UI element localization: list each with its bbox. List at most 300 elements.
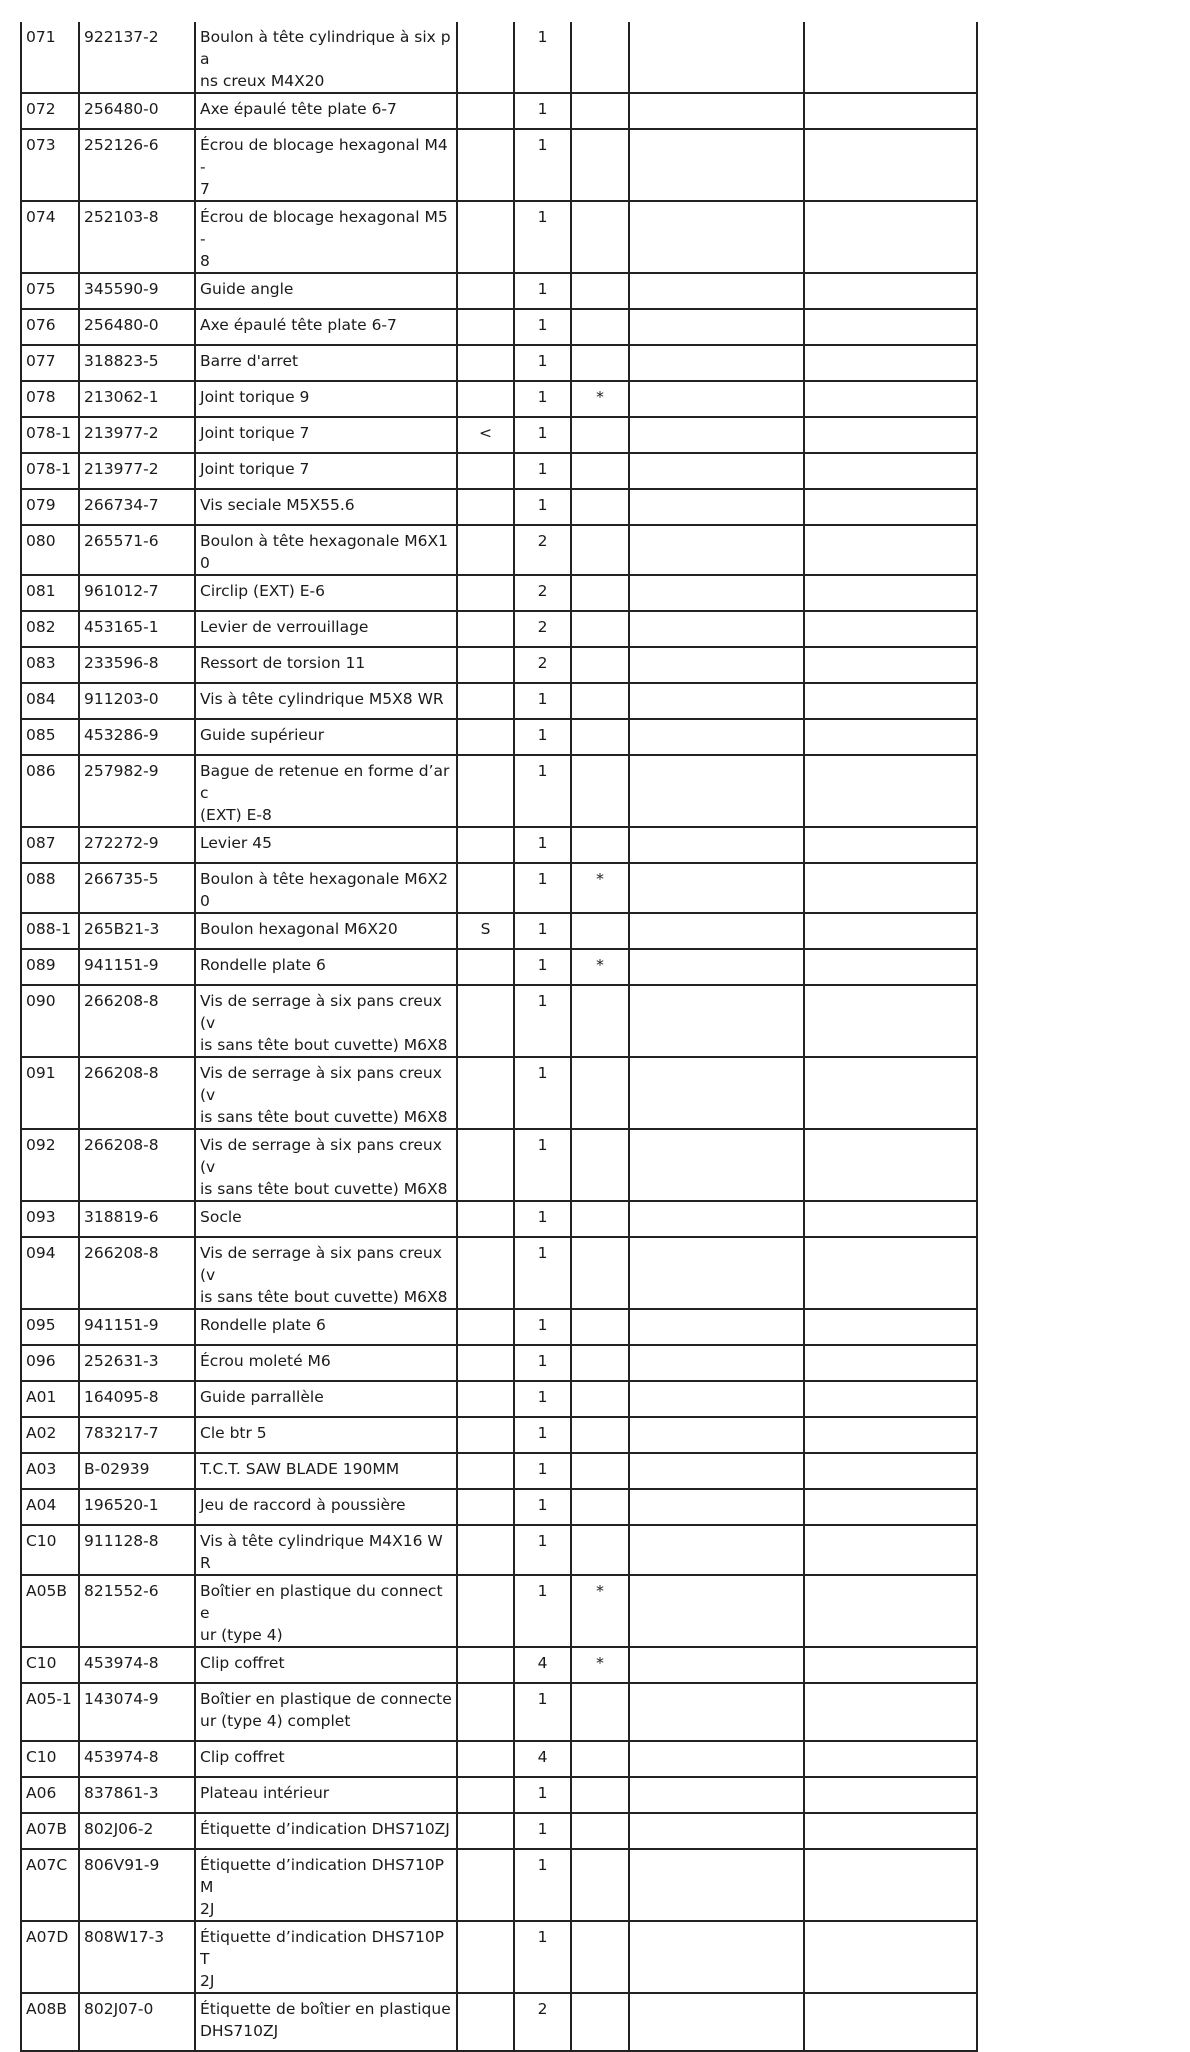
quantity-cell: 1: [514, 201, 571, 273]
description-cell: [195, 1575, 457, 1647]
mark-cell: [571, 827, 629, 863]
empty-cell: [629, 489, 804, 525]
quantity-cell: 1: [514, 93, 571, 129]
description-line: Étiquette d’indication DHS710PT: [200, 1928, 445, 1968]
item-index-cell: 085: [21, 719, 79, 755]
part-number-cell: 802J07-0: [79, 1993, 195, 2051]
empty-cell: [804, 1129, 977, 1201]
quantity-cell: 1: [514, 1489, 571, 1525]
quantity-cell: 1: [514, 1345, 571, 1381]
description-cell: [195, 22, 457, 93]
empty-cell: [804, 1647, 977, 1683]
part-number-cell: 318823-5: [79, 345, 195, 381]
description-cell: [195, 1453, 457, 1489]
note-cell: [457, 273, 514, 309]
item-index-cell: 074: [21, 201, 79, 273]
description-cell: [195, 1381, 457, 1417]
empty-cell: [629, 1129, 804, 1201]
empty-cell: [629, 453, 804, 489]
item-index-cell: 078: [21, 381, 79, 417]
item-index-cell: C10: [21, 1647, 79, 1683]
empty-cell: [629, 913, 804, 949]
quantity-cell: 1: [514, 309, 571, 345]
empty-cell: [629, 1525, 804, 1575]
quantity-cell: 4: [514, 1647, 571, 1683]
item-index-cell: 089: [21, 949, 79, 985]
part-number-cell: 266735-5: [79, 863, 195, 913]
quantity-cell: 1: [514, 1381, 571, 1417]
item-index-cell: A07B: [21, 1813, 79, 1849]
empty-cell: [804, 1309, 977, 1345]
description-cell: [195, 1647, 457, 1683]
part-number-cell: 266208-8: [79, 985, 195, 1057]
table-row: [21, 647, 977, 683]
empty-cell: [804, 525, 977, 575]
item-index-cell: A06: [21, 1777, 79, 1813]
empty-cell: [804, 22, 977, 93]
part-number-cell: B-02939: [79, 1453, 195, 1489]
mark-cell: [571, 525, 629, 575]
description-line: Écrou de blocage hexagonal M4-: [200, 136, 448, 176]
item-index-cell: 093: [21, 1201, 79, 1237]
empty-cell: [629, 719, 804, 755]
description-line: Ressort de torsion 11: [200, 654, 366, 672]
description-line: Vis de serrage à six pans creux (v: [200, 1136, 442, 1176]
empty-cell: [629, 1453, 804, 1489]
empty-cell: [629, 755, 804, 827]
note-cell: [457, 345, 514, 381]
quantity-cell: 1: [514, 417, 571, 453]
mark-cell: [571, 201, 629, 273]
empty-cell: [629, 309, 804, 345]
empty-cell: [629, 1813, 804, 1849]
table-row: [21, 1813, 977, 1849]
note-cell: [457, 201, 514, 273]
quantity-cell: 1: [514, 949, 571, 985]
part-number-cell: 266734-7: [79, 489, 195, 525]
empty-cell: [804, 1849, 977, 1921]
table-row: [21, 985, 977, 1057]
part-number-cell: 257982-9: [79, 755, 195, 827]
table-row: [21, 273, 977, 309]
item-index-cell: 087: [21, 827, 79, 863]
note-cell: [457, 985, 514, 1057]
empty-cell: [804, 755, 977, 827]
quantity-cell: 1: [514, 913, 571, 949]
empty-cell: [629, 1345, 804, 1381]
item-index-cell: A04: [21, 1489, 79, 1525]
item-index-cell: 078-1: [21, 417, 79, 453]
empty-cell: [804, 201, 977, 273]
note-cell: [457, 719, 514, 755]
mark-cell: [571, 1777, 629, 1813]
empty-cell: [629, 1647, 804, 1683]
note-cell: [457, 1309, 514, 1345]
note-cell: <: [457, 417, 514, 453]
description-cell: [195, 417, 457, 453]
empty-cell: [629, 1683, 804, 1741]
note-cell: [457, 1575, 514, 1647]
table-row: [21, 381, 977, 417]
table-row: [21, 611, 977, 647]
table-row: [21, 863, 977, 913]
note-cell: [457, 93, 514, 129]
quantity-cell: 2: [514, 647, 571, 683]
item-index-cell: A05B: [21, 1575, 79, 1647]
description-line: Clip coffret: [200, 1748, 285, 1766]
table-row: [21, 1309, 977, 1345]
table-row: [21, 417, 977, 453]
empty-cell: [804, 129, 977, 201]
quantity-cell: 1: [514, 719, 571, 755]
item-index-cell: C10: [21, 1741, 79, 1777]
quantity-cell: 1: [514, 381, 571, 417]
empty-cell: [629, 1993, 804, 2051]
empty-cell: [629, 1417, 804, 1453]
empty-cell: [629, 827, 804, 863]
description-line: Rondelle plate 6: [200, 956, 326, 974]
description-line: Boulon hexagonal M6X20: [200, 920, 398, 938]
empty-cell: [804, 345, 977, 381]
part-number-cell: 196520-1: [79, 1489, 195, 1525]
empty-cell: [804, 611, 977, 647]
description-line: Boîtier en plastique du connecte: [200, 1582, 443, 1622]
mark-cell: *: [571, 949, 629, 985]
mark-cell: [571, 93, 629, 129]
item-index-cell: C10: [21, 1525, 79, 1575]
note-cell: [457, 949, 514, 985]
table-row: [21, 1849, 977, 1921]
part-number-cell: 265B21-3: [79, 913, 195, 949]
description-line: Vis seciale M5X55.6: [200, 496, 355, 514]
description-line: Vis à tête cylindrique M4X16 WR: [200, 1532, 443, 1572]
note-cell: [457, 525, 514, 575]
part-number-cell: 783217-7: [79, 1417, 195, 1453]
item-index-cell: 092: [21, 1129, 79, 1201]
quantity-cell: 1: [514, 453, 571, 489]
description-line: is sans tête bout cuvette) M6X8: [200, 1180, 448, 1198]
empty-cell: [804, 381, 977, 417]
empty-cell: [804, 1575, 977, 1647]
description-line: ur (type 4) complet: [200, 1712, 351, 1730]
table-row: [21, 129, 977, 201]
note-cell: [457, 683, 514, 719]
quantity-cell: 1: [514, 1417, 571, 1453]
part-number-cell: 318819-6: [79, 1201, 195, 1237]
part-number-cell: 345590-9: [79, 273, 195, 309]
description-cell: [195, 827, 457, 863]
description-line: is sans tête bout cuvette) M6X8: [200, 1108, 448, 1126]
mark-cell: [571, 913, 629, 949]
mark-cell: [571, 489, 629, 525]
item-index-cell: 073: [21, 129, 79, 201]
description-line: Axe épaulé tête plate 6-7: [200, 316, 397, 334]
quantity-cell: 1: [514, 345, 571, 381]
item-index-cell: 090: [21, 985, 79, 1057]
description-line: is sans tête bout cuvette) M6X8: [200, 1288, 448, 1306]
note-cell: [457, 309, 514, 345]
empty-cell: [804, 417, 977, 453]
table-row: [21, 913, 977, 949]
part-number-cell: 922137-2: [79, 22, 195, 93]
empty-cell: [804, 647, 977, 683]
table-row: [21, 755, 977, 827]
description-line: Boulon à tête hexagonale M6X20: [200, 870, 448, 910]
mark-cell: [571, 755, 629, 827]
quantity-cell: 4: [514, 1741, 571, 1777]
description-line: Clip coffret: [200, 1654, 285, 1672]
description-line: Vis à tête cylindrique M5X8 WR: [200, 690, 444, 708]
parts-table-body: [21, 22, 977, 2051]
item-index-cell: 095: [21, 1309, 79, 1345]
description-cell: [195, 1777, 457, 1813]
table-row: [21, 1453, 977, 1489]
description-line: Jeu de raccord à poussière: [200, 1496, 406, 1514]
description-cell: [195, 985, 457, 1057]
empty-cell: [804, 1417, 977, 1453]
item-index-cell: 071: [21, 22, 79, 93]
description-line: Étiquette de boîtier en plastique: [200, 2000, 451, 2018]
quantity-cell: 2: [514, 525, 571, 575]
description-cell: [195, 1849, 457, 1921]
description-line: Cle btr 5: [200, 1424, 267, 1442]
empty-cell: [804, 1921, 977, 1993]
table-row: [21, 575, 977, 611]
quantity-cell: 1: [514, 273, 571, 309]
part-number-cell: 941151-9: [79, 1309, 195, 1345]
mark-cell: [571, 719, 629, 755]
part-number-cell: 266208-8: [79, 1129, 195, 1201]
empty-cell: [629, 575, 804, 611]
item-index-cell: 086: [21, 755, 79, 827]
empty-cell: [804, 719, 977, 755]
description-line: Guide angle: [200, 280, 294, 298]
quantity-cell: 1: [514, 1057, 571, 1129]
description-line: Levier 45: [200, 834, 272, 852]
description-line: Rondelle plate 6: [200, 1316, 326, 1334]
empty-cell: [804, 863, 977, 913]
empty-cell: [629, 1575, 804, 1647]
description-cell: [195, 863, 457, 913]
quantity-cell: 1: [514, 22, 571, 93]
mark-cell: [571, 575, 629, 611]
empty-cell: [629, 647, 804, 683]
note-cell: [457, 1489, 514, 1525]
table-row: [21, 1381, 977, 1417]
description-cell: [195, 611, 457, 647]
mark-cell: [571, 1849, 629, 1921]
description-line: Circlip (EXT) E-6: [200, 582, 325, 600]
part-number-cell: 164095-8: [79, 1381, 195, 1417]
part-number-cell: 233596-8: [79, 647, 195, 683]
note-cell: [457, 489, 514, 525]
description-line: (EXT) E-8: [200, 806, 272, 824]
part-number-cell: 453286-9: [79, 719, 195, 755]
item-index-cell: A02: [21, 1417, 79, 1453]
description-cell: [195, 913, 457, 949]
mark-cell: *: [571, 1647, 629, 1683]
empty-cell: [629, 93, 804, 129]
part-number-cell: 265571-6: [79, 525, 195, 575]
part-number-cell: 252126-6: [79, 129, 195, 201]
empty-cell: [629, 1849, 804, 1921]
item-index-cell: 072: [21, 93, 79, 129]
description-line: Écrou moleté M6: [200, 1352, 331, 1370]
table-row: [21, 1575, 977, 1647]
mark-cell: *: [571, 1575, 629, 1647]
part-number-cell: 252103-8: [79, 201, 195, 273]
table-row: [21, 1345, 977, 1381]
mark-cell: [571, 647, 629, 683]
empty-cell: [804, 985, 977, 1057]
description-line: Guide parrallèle: [200, 1388, 324, 1406]
empty-cell: [804, 1381, 977, 1417]
empty-cell: [629, 1489, 804, 1525]
description-line: Étiquette d’indication DHS710ZJ: [200, 1820, 450, 1838]
mark-cell: [571, 129, 629, 201]
description-line: Joint torique 7: [200, 460, 310, 478]
mark-cell: [571, 1993, 629, 2051]
mark-cell: [571, 1453, 629, 1489]
quantity-cell: 1: [514, 1453, 571, 1489]
note-cell: [457, 1647, 514, 1683]
note-cell: [457, 1201, 514, 1237]
mark-cell: [571, 417, 629, 453]
note-cell: [457, 1813, 514, 1849]
table-row: [21, 1129, 977, 1201]
quantity-cell: 1: [514, 489, 571, 525]
quantity-cell: 1: [514, 1813, 571, 1849]
empty-cell: [629, 1309, 804, 1345]
empty-cell: [629, 22, 804, 93]
description-cell: [195, 1057, 457, 1129]
empty-cell: [629, 345, 804, 381]
description-cell: [195, 309, 457, 345]
empty-cell: [804, 1525, 977, 1575]
empty-cell: [804, 273, 977, 309]
item-index-cell: 081: [21, 575, 79, 611]
table-row: [21, 1489, 977, 1525]
description-line: Étiquette d’indication DHS710PM: [200, 1856, 445, 1896]
item-index-cell: 094: [21, 1237, 79, 1309]
description-cell: [195, 1921, 457, 1993]
mark-cell: [571, 1489, 629, 1525]
empty-cell: [804, 1741, 977, 1777]
note-cell: [457, 1417, 514, 1453]
quantity-cell: 1: [514, 985, 571, 1057]
empty-cell: [804, 1345, 977, 1381]
description-cell: [195, 1417, 457, 1453]
mark-cell: [571, 1683, 629, 1741]
description-cell: [195, 201, 457, 273]
description-cell: [195, 129, 457, 201]
table-row: [21, 1647, 977, 1683]
empty-cell: [629, 863, 804, 913]
table-row: [21, 93, 977, 129]
parts-table: [20, 22, 978, 2052]
description-cell: [195, 345, 457, 381]
quantity-cell: 1: [514, 1525, 571, 1575]
description-line: Plateau intérieur: [200, 1784, 330, 1802]
description-cell: [195, 1993, 457, 2051]
empty-cell: [629, 683, 804, 719]
quantity-cell: 1: [514, 1849, 571, 1921]
description-cell: [195, 1741, 457, 1777]
table-row: [21, 1201, 977, 1237]
note-cell: [457, 1057, 514, 1129]
item-index-cell: 082: [21, 611, 79, 647]
mark-cell: [571, 1921, 629, 1993]
empty-cell: [629, 985, 804, 1057]
table-row: [21, 683, 977, 719]
note-cell: [457, 1237, 514, 1309]
part-number-cell: 213977-2: [79, 453, 195, 489]
part-number-cell: 272272-9: [79, 827, 195, 863]
table-row: [21, 1525, 977, 1575]
table-row: [21, 1417, 977, 1453]
description-line: Boulon à tête hexagonale M6X10: [200, 532, 448, 572]
empty-cell: [629, 417, 804, 453]
note-cell: [457, 1453, 514, 1489]
table-row: [21, 309, 977, 345]
table-row: [21, 489, 977, 525]
note-cell: [457, 827, 514, 863]
empty-cell: [804, 1683, 977, 1741]
empty-cell: [804, 1489, 977, 1525]
part-number-cell: 808W17-3: [79, 1921, 195, 1993]
note-cell: [457, 129, 514, 201]
note-cell: [457, 1345, 514, 1381]
description-cell: [195, 1813, 457, 1849]
empty-cell: [804, 575, 977, 611]
note-cell: [457, 575, 514, 611]
quantity-cell: 1: [514, 1683, 571, 1741]
empty-cell: [804, 1237, 977, 1309]
part-number-cell: 256480-0: [79, 93, 195, 129]
description-line: Joint torique 9: [200, 388, 310, 406]
table-row: [21, 345, 977, 381]
description-line: is sans tête bout cuvette) M6X8: [200, 1036, 448, 1054]
item-index-cell: 079: [21, 489, 79, 525]
empty-cell: [804, 1813, 977, 1849]
table-row: [21, 827, 977, 863]
description-line: Levier de verrouillage: [200, 618, 369, 636]
mark-cell: [571, 309, 629, 345]
quantity-cell: 1: [514, 1921, 571, 1993]
item-index-cell: A07C: [21, 1849, 79, 1921]
description-line: Socle: [200, 1208, 242, 1226]
description-line: DHS710ZJ: [200, 2022, 279, 2040]
quantity-cell: 1: [514, 1129, 571, 1201]
mark-cell: [571, 985, 629, 1057]
description-cell: [195, 1683, 457, 1741]
description-cell: [195, 1525, 457, 1575]
empty-cell: [629, 129, 804, 201]
quantity-cell: 1: [514, 827, 571, 863]
mark-cell: [571, 1201, 629, 1237]
table-row: [21, 525, 977, 575]
empty-cell: [804, 949, 977, 985]
mark-cell: [571, 1741, 629, 1777]
empty-cell: [629, 525, 804, 575]
empty-cell: [804, 1777, 977, 1813]
part-number-cell: 961012-7: [79, 575, 195, 611]
description-line: Boulon à tête cylindrique à six pa: [200, 28, 451, 68]
part-number-cell: 806V91-9: [79, 1849, 195, 1921]
description-cell: [195, 575, 457, 611]
description-line: ur (type 4): [200, 1626, 283, 1644]
empty-cell: [804, 1057, 977, 1129]
